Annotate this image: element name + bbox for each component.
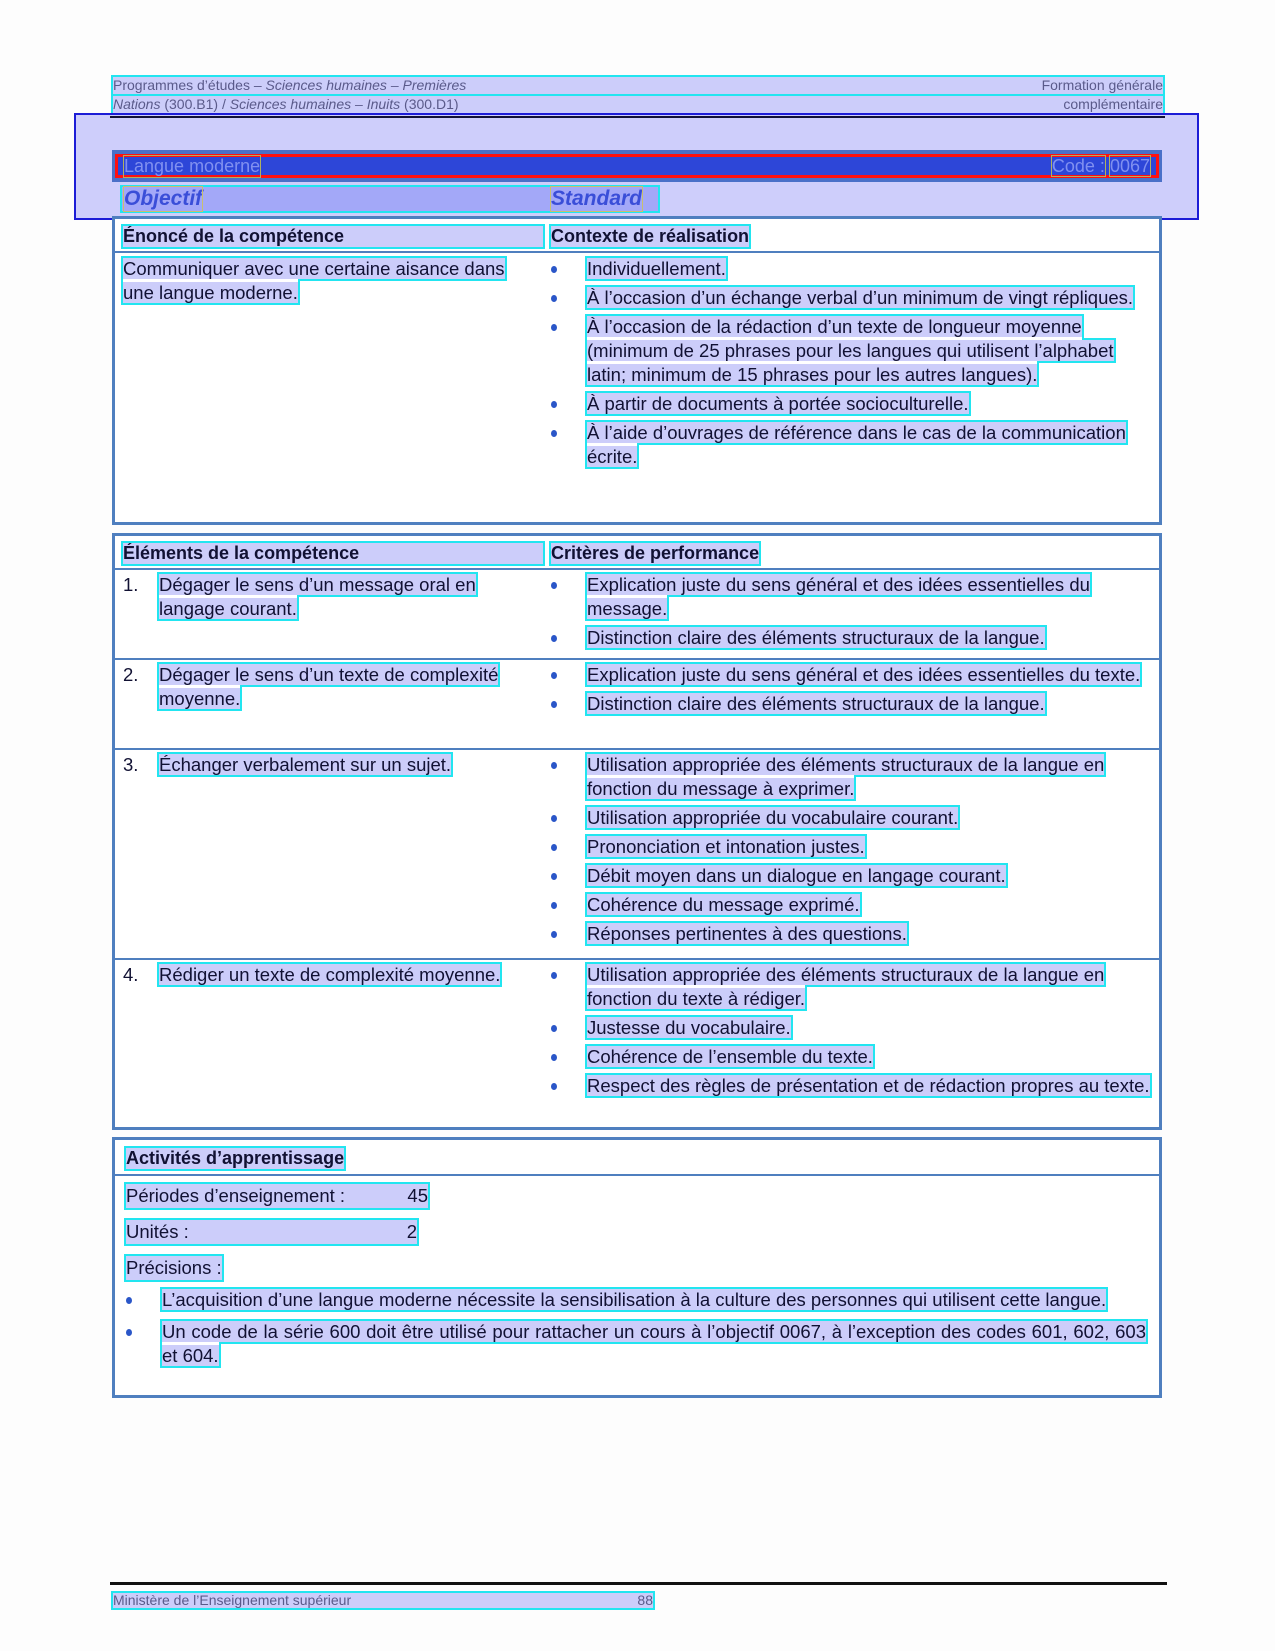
bullet-icon: [126, 1297, 132, 1304]
element-cell: [123, 663, 543, 711]
criterion-item: [551, 573, 1151, 621]
units-label: Unités :: [126, 1221, 189, 1242]
criterion-item: [551, 922, 1151, 946]
element-cell: [123, 753, 543, 777]
bullet-icon: [551, 401, 557, 408]
criterion-item: [551, 753, 1151, 801]
course-code-label: Code :: [1051, 155, 1105, 176]
criterion-text: Distinction claire des éléments structuraux de la langue.: [587, 693, 1045, 714]
header-code-d1: (300.D1): [400, 96, 459, 112]
criterion-text: Justesse du vocabulaire.: [587, 1017, 791, 1038]
criterion-text: Explication juste du sens général et des idées essentielles du message.: [587, 574, 1090, 619]
competence-statement-header: Énoncé de la compétence: [123, 226, 543, 247]
header-right-line1: [1042, 77, 1163, 94]
context-item-text: À l’occasion de la rédaction d’un texte de longueur moyenne (minimum de 25 phrases pour les langues qui utilisent l’alphabet latin; minimum de 15 phrases pour les autres langues).: [587, 316, 1114, 385]
element-row: [115, 568, 1159, 658]
activities-body: [115, 1174, 1159, 1396]
header-program-nations: Nations: [113, 96, 161, 112]
criteria-list: [551, 753, 1151, 951]
element-text: Rédiger un texte de complexité moyenne.: [159, 964, 501, 985]
precision-item: [126, 1320, 1146, 1368]
periods-line: [126, 1184, 428, 1208]
header-left-line2: [113, 96, 1163, 113]
bullet-icon: [551, 430, 557, 437]
header-program-prefix: Programmes d’études –: [113, 77, 266, 93]
elements-table-header: [115, 536, 1159, 568]
criterion-text: Cohérence de l’ensemble du texte.: [587, 1046, 873, 1067]
criterion-item: [551, 692, 1151, 716]
header-complementaire-label: complémentaire: [1063, 96, 1163, 112]
criteria-list: [551, 963, 1151, 1103]
element-row: [115, 748, 1159, 958]
competence-statement: [123, 257, 523, 305]
criterion-text: Distinction claire des éléments structuraux de la langue.: [587, 627, 1045, 648]
context-item: [551, 286, 1151, 310]
activities-header: [115, 1140, 1159, 1174]
competence-table: [112, 216, 1162, 525]
header-program-title-1: Sciences humaines – Premières: [265, 77, 467, 93]
header-divider: [110, 116, 1165, 118]
units-line: [126, 1220, 417, 1244]
objectif-heading: Objectif: [124, 187, 203, 210]
context-list: [551, 257, 1151, 474]
criterion-text: Explication juste du sens général et des idées essentielles du texte.: [587, 664, 1141, 685]
precision-text: L’acquisition d’une langue moderne nécessite la sensibilisation à la culture des personnes qui utilisent cette langue.: [162, 1289, 1107, 1310]
course-code-value: 0067: [1109, 155, 1150, 176]
criterion-text: Utilisation appropriée du vocabulaire courant.: [587, 807, 959, 828]
criterion-item: [551, 806, 1151, 830]
bullet-icon: [551, 873, 557, 880]
bullet-icon: [551, 762, 557, 769]
bullet-icon: [551, 672, 557, 679]
criterion-text: Cohérence du message exprimé.: [587, 894, 860, 915]
bullet-icon: [551, 1054, 557, 1061]
footer-page-number: 88: [637, 1592, 653, 1608]
elements-header: Éléments de la compétence: [123, 543, 543, 564]
periods-label: Périodes d’enseignement :: [126, 1185, 346, 1206]
header-code-b1: (300.B1) /: [160, 96, 230, 112]
bullet-icon: [551, 931, 557, 938]
criterion-item: [551, 1016, 1151, 1040]
precision-text: Un code de la série 600 doit être utilisé pour rattacher un cours à l’objectif 0067, à l’exception des codes 601, 602, 603 et 604.: [162, 1321, 1146, 1366]
bullet-icon: [551, 1083, 557, 1090]
criterion-item: [551, 963, 1151, 1011]
precision-item: [126, 1288, 1146, 1312]
context-header: Contexte de réalisation: [551, 226, 750, 246]
bullet-icon: [551, 582, 557, 589]
context-item: [551, 421, 1151, 469]
context-item-text: À partir de documents à portée socioculturelle.: [587, 393, 969, 414]
criterion-text: Prononciation et intonation justes.: [587, 836, 865, 857]
activities-table: [112, 1137, 1162, 1398]
element-number: 4.: [123, 964, 139, 985]
criterion-text: Utilisation appropriée des éléments structuraux de la langue en fonction du texte à rédiger.: [587, 964, 1105, 1009]
header-right-line2: [1063, 96, 1163, 113]
bullet-icon: [126, 1329, 132, 1336]
periods-value: 45: [407, 1185, 428, 1206]
header-formation-label: Formation générale: [1041, 77, 1163, 93]
bullet-icon: [551, 972, 557, 979]
course-code: [1052, 156, 1150, 177]
competence-table-body: [115, 251, 1159, 523]
element-cell: [123, 573, 543, 621]
criteria-list: [551, 573, 1151, 655]
criterion-item: [551, 835, 1151, 859]
bullet-icon: [551, 815, 557, 822]
context-item-text: À l’aide d’ouvrages de référence dans le cas de la communication écrite.: [587, 422, 1126, 467]
elements-table: [112, 533, 1162, 1130]
criterion-text: Débit moyen dans un dialogue en langage courant.: [587, 865, 1006, 886]
element-cell: [123, 963, 543, 987]
standard-heading: Standard: [551, 187, 643, 210]
precisions-list: [126, 1288, 1146, 1373]
criterion-item: [551, 1045, 1151, 1069]
element-number: 3.: [123, 754, 139, 775]
course-title-bar: [112, 150, 1162, 182]
bullet-icon: [551, 266, 557, 273]
footer-ministry: Ministère de l’Enseignement supérieur: [113, 1592, 352, 1608]
criterion-item: [551, 893, 1151, 917]
element-text: Dégager le sens d’un texte de complexité moyenne.: [159, 664, 499, 709]
activities-title: Activités d’apprentissage: [126, 1148, 345, 1168]
bullet-icon: [551, 635, 557, 642]
bullet-icon: [551, 324, 557, 331]
criterion-item: [551, 864, 1151, 888]
bullet-icon: [551, 1025, 557, 1032]
context-item: [551, 315, 1151, 387]
course-title-bar-inner: [115, 154, 1159, 178]
bullet-icon: [551, 701, 557, 708]
bullet-icon: [551, 295, 557, 302]
precisions-label: Précisions :: [126, 1257, 222, 1278]
criterion-text: Respect des règles de présentation et de rédaction propres au texte.: [587, 1075, 1150, 1096]
context-item-text: À l’occasion d’un échange verbal d’un minimum de vingt répliques.: [587, 287, 1134, 308]
header-program-inuits: Sciences humaines – Inuits: [229, 96, 401, 112]
criterion-text: Utilisation appropriée des éléments structuraux de la langue en fonction du message à exprimer.: [587, 754, 1105, 799]
context-item-text: Individuellement.: [587, 258, 726, 279]
bullet-icon: [551, 844, 557, 851]
element-row: [115, 658, 1159, 748]
course-subject: Langue moderne: [124, 155, 261, 176]
criterion-text: Réponses pertinentes à des questions.: [587, 923, 907, 944]
criterion-item: [551, 626, 1151, 650]
criteria-header: Critères de performance: [551, 543, 760, 563]
page-footer: [113, 1593, 653, 1608]
element-row: [115, 958, 1159, 1130]
element-number: 2.: [123, 664, 139, 685]
criteria-list: [551, 663, 1151, 721]
bullet-icon: [551, 902, 557, 909]
criterion-item: [551, 663, 1151, 687]
header-left-line1: [113, 77, 1163, 94]
context-item: [551, 257, 1151, 281]
element-number: 1.: [123, 574, 139, 595]
criterion-item: [551, 1074, 1151, 1098]
footer-divider: [110, 1582, 1167, 1585]
context-item: [551, 392, 1151, 416]
competence-statement-text: Communiquer avec une certaine aisance dans une langue moderne.: [123, 258, 505, 303]
element-text: Échanger verbalement sur un sujet.: [159, 754, 452, 775]
competence-table-header: [115, 219, 1159, 251]
units-value: 2: [406, 1221, 417, 1242]
element-text: Dégager le sens d’un message oral en langage courant.: [159, 574, 476, 619]
